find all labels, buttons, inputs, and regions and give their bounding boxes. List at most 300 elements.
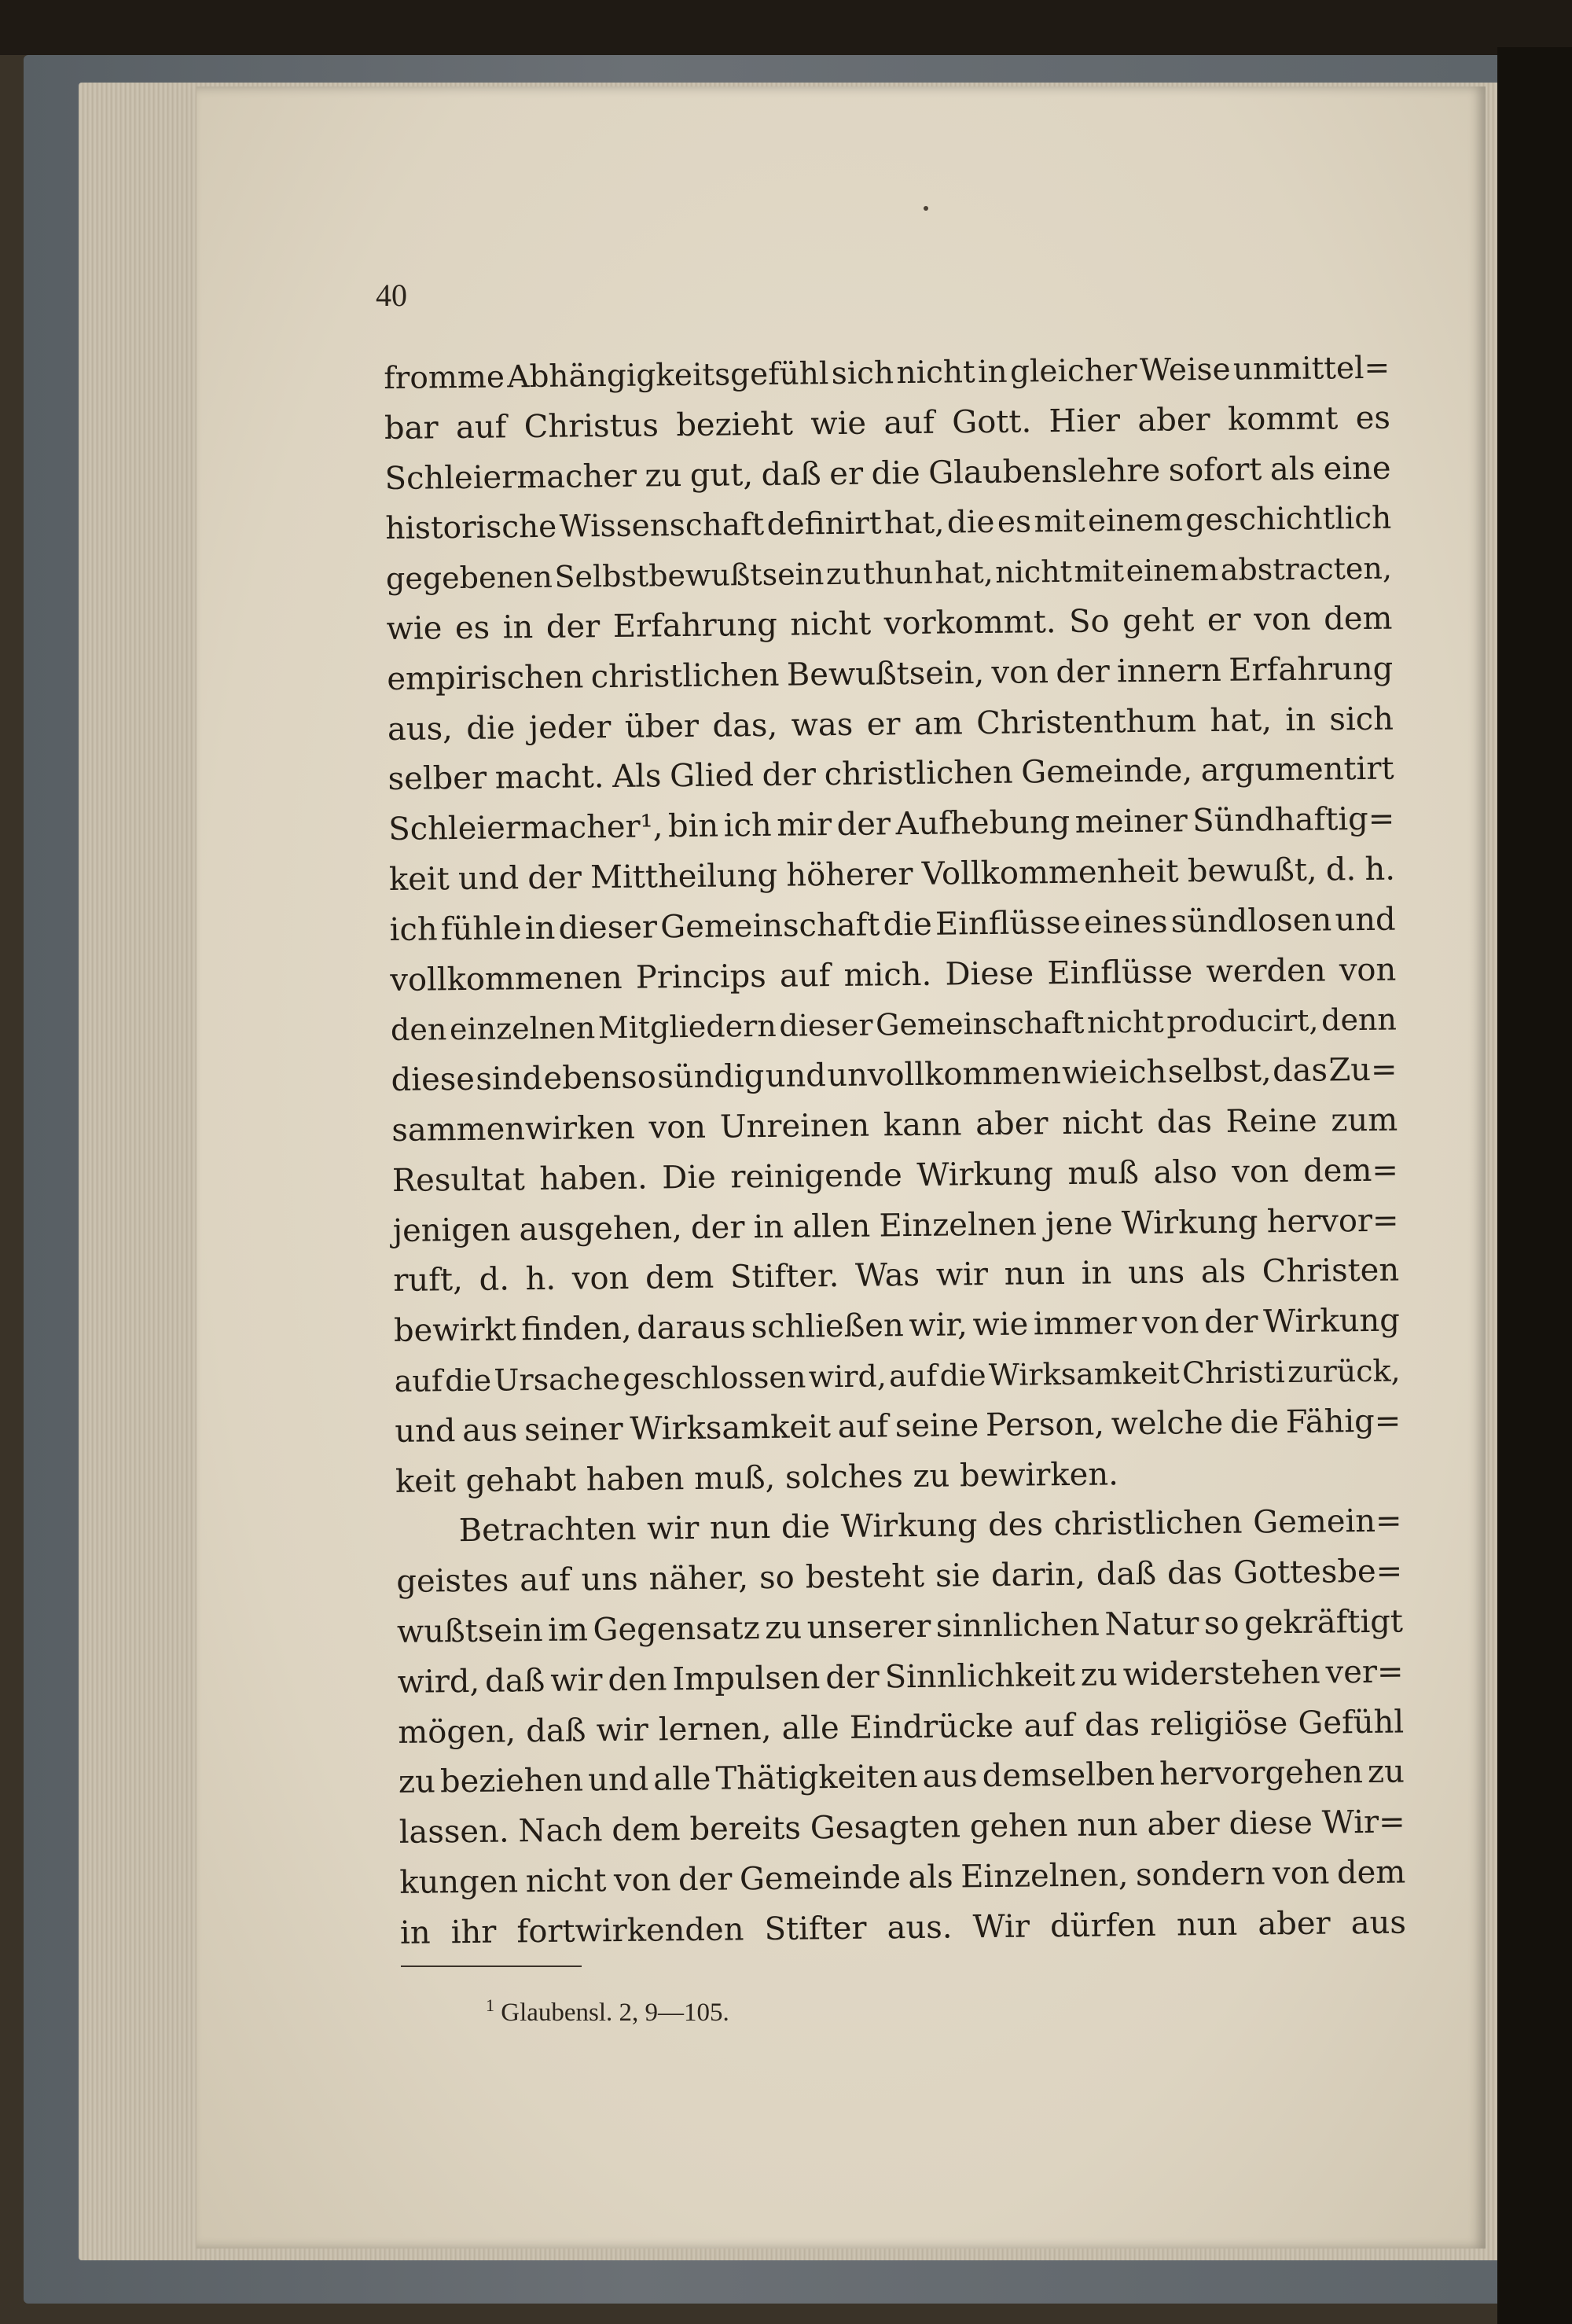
word: also — [1153, 1153, 1218, 1191]
word: Schleiermacher¹, — [388, 808, 663, 848]
word: kungen — [399, 1863, 519, 1901]
word: dieser — [779, 1007, 873, 1044]
word: sammenwirken — [391, 1109, 636, 1149]
word: jeder — [528, 708, 612, 746]
word: so — [1203, 1605, 1240, 1642]
word: und — [587, 1761, 649, 1799]
word: definirt — [766, 506, 882, 543]
word: denn — [1320, 1002, 1398, 1038]
word: Gesagten — [810, 1808, 961, 1847]
ink-speck — [924, 206, 928, 211]
word: Ursache — [494, 1361, 621, 1398]
word: besteht — [805, 1558, 925, 1596]
word: geschichtlich — [1185, 500, 1392, 539]
word: gekräftigt — [1243, 1603, 1404, 1642]
word: nicht — [790, 605, 872, 643]
word: wir, — [909, 1307, 968, 1344]
word: nicht — [896, 355, 975, 392]
word: von — [648, 1109, 707, 1146]
word: des — [987, 1506, 1044, 1544]
word: näher, — [648, 1560, 749, 1598]
word: das — [1166, 1555, 1223, 1592]
word: seiner — [523, 1410, 623, 1448]
word: auf — [888, 1358, 938, 1394]
word: auf — [779, 957, 831, 995]
word: uns — [581, 1561, 638, 1598]
word: widerstehen — [1122, 1654, 1320, 1693]
word: von — [571, 1260, 630, 1297]
word: thun — [862, 555, 933, 591]
word: Erfahrung — [612, 606, 778, 645]
word: argumentirt — [1200, 750, 1394, 789]
text-line — [386, 544, 1393, 605]
word: dem — [1324, 600, 1393, 638]
word: gehen — [969, 1807, 1068, 1845]
word: geht — [1122, 602, 1195, 640]
word: den — [390, 1012, 447, 1048]
word: Betrachten — [458, 1511, 637, 1550]
word: selber — [387, 760, 487, 798]
word: Bewußtsein, — [786, 654, 985, 693]
right-dark-margin — [1497, 47, 1572, 2324]
word: Gemeinde — [739, 1859, 902, 1898]
word: Als — [612, 758, 662, 796]
word: es — [454, 609, 490, 647]
word: Stifter — [764, 1910, 867, 1947]
word: unserer — [806, 1608, 931, 1646]
word: alle — [781, 1709, 839, 1747]
word: die — [444, 1362, 492, 1399]
word: sündlosen — [1170, 902, 1332, 940]
word: diese — [1229, 1804, 1313, 1842]
word: der — [527, 859, 582, 897]
word: aus — [1350, 1904, 1407, 1941]
word: christlichen — [1053, 1504, 1243, 1543]
word: Christus — [523, 407, 659, 445]
word: als — [1200, 1253, 1247, 1291]
word: und — [395, 1412, 456, 1450]
word: bewirkt — [393, 1311, 517, 1350]
word: unmittel= — [1232, 350, 1390, 388]
word: geistes — [396, 1562, 509, 1601]
word: Sündhaftig= — [1192, 800, 1395, 840]
word: innern — [1116, 652, 1222, 690]
word: er — [1207, 601, 1241, 639]
word: Wir — [972, 1908, 1030, 1945]
word: werden — [1206, 952, 1326, 990]
word: producirt, — [1166, 1002, 1319, 1039]
word: von — [1253, 601, 1311, 638]
word: darin, — [990, 1556, 1086, 1594]
word: die — [939, 1357, 986, 1393]
word: auf — [837, 1408, 889, 1445]
word: jenigen — [392, 1211, 511, 1249]
word: aber — [975, 1105, 1049, 1143]
word: sondern — [1135, 1855, 1265, 1893]
word: Wirkung — [840, 1507, 978, 1546]
word: lassen. — [399, 1813, 509, 1851]
word: das — [1156, 1103, 1213, 1141]
word: uns — [1127, 1254, 1185, 1292]
word: So — [1068, 603, 1110, 640]
word: Die — [662, 1159, 717, 1197]
word: er — [829, 455, 864, 492]
word: sinnlichen — [935, 1606, 1100, 1645]
word: religiöse — [1149, 1704, 1288, 1743]
word: daß — [484, 1662, 545, 1700]
word: historische — [385, 509, 557, 547]
word: fortwirkenden — [516, 1911, 744, 1951]
word: den — [608, 1661, 667, 1698]
word: Wissenschaft — [559, 507, 765, 546]
word: Stifter. — [729, 1258, 839, 1296]
word: haben. — [539, 1160, 648, 1197]
word: und — [1335, 901, 1396, 939]
word: sind — [476, 1061, 543, 1098]
word: das — [1084, 1706, 1140, 1744]
word: von — [1231, 1153, 1289, 1190]
word: nun — [1176, 1906, 1238, 1943]
word: ver= — [1325, 1653, 1404, 1691]
word: aus — [461, 1412, 518, 1449]
word: Gegensatz — [593, 1609, 760, 1649]
word: unvollkommen — [827, 1055, 1061, 1094]
word: in — [502, 609, 534, 646]
word: ich — [1118, 1054, 1167, 1091]
word: fühle — [440, 910, 522, 948]
word: sofort — [1168, 450, 1262, 489]
word: in — [524, 910, 556, 947]
word: mit — [1034, 504, 1085, 540]
word: dürfen — [1049, 1907, 1157, 1944]
word: hat, — [934, 555, 994, 590]
word: aber — [1258, 1905, 1331, 1943]
word: zu — [645, 457, 682, 495]
word: die — [871, 454, 920, 492]
word: eine — [1323, 450, 1391, 487]
word: dem — [1336, 1854, 1406, 1892]
word: ebenso — [543, 1059, 657, 1098]
word: nun — [709, 1509, 771, 1547]
word: daß — [761, 455, 821, 493]
word: dem= — [1302, 1152, 1399, 1190]
word: einem — [1087, 502, 1183, 540]
word: fromme — [384, 359, 505, 396]
word: demselben — [982, 1756, 1155, 1795]
word: Vollkommenheit — [921, 853, 1179, 892]
word: vorkommt. — [883, 604, 1056, 642]
word: bereits — [689, 1810, 802, 1848]
word: hervorgehen — [1159, 1754, 1364, 1793]
text-line — [395, 1396, 1401, 1457]
word: Resultat — [391, 1160, 526, 1199]
word: Einflüsse — [1047, 953, 1193, 991]
word: dem — [645, 1259, 714, 1296]
word: Abhängigkeitsgefühl — [507, 356, 829, 395]
word: aber — [1147, 1806, 1220, 1844]
word: nun — [1077, 1807, 1138, 1844]
word: von — [991, 653, 1049, 691]
word: sündig — [657, 1058, 765, 1096]
word: meiner — [1074, 803, 1188, 840]
word: im — [547, 1612, 589, 1649]
word: so — [758, 1559, 795, 1597]
word: Impulsen — [672, 1659, 821, 1697]
word: gegebenen — [385, 559, 553, 597]
word: wir — [935, 1256, 989, 1294]
word: hat, — [883, 505, 945, 542]
word: die — [466, 709, 516, 747]
text-line — [392, 1196, 1399, 1256]
word: selbst, — [1167, 1053, 1272, 1090]
word: h. — [525, 1261, 556, 1298]
word: nicht — [1062, 1104, 1144, 1142]
word: wie — [386, 610, 443, 647]
word: sich — [1329, 701, 1394, 738]
word: Gemeinschaft — [660, 906, 880, 946]
word: in — [1285, 701, 1317, 738]
word: der — [836, 806, 891, 844]
word: diese — [391, 1061, 476, 1099]
word: hervor= — [1266, 1202, 1399, 1240]
word: Eindrücke — [849, 1708, 1014, 1746]
word: aus. — [887, 1909, 953, 1947]
word: wird, — [808, 1359, 887, 1395]
word: Gefühl — [1298, 1704, 1405, 1741]
word: auf — [1023, 1707, 1075, 1745]
word: Mittheilung — [590, 857, 778, 896]
word: der — [1056, 653, 1110, 690]
word: Gottesbe= — [1232, 1553, 1403, 1591]
word: empirischen — [387, 659, 584, 697]
word: Hier — [1049, 402, 1121, 439]
word: in — [977, 354, 1008, 391]
word: ich — [389, 911, 438, 948]
word: von — [1339, 951, 1397, 988]
word: seine — [894, 1407, 979, 1444]
word: Gott. — [952, 403, 1032, 441]
word: Weise — [1139, 351, 1231, 388]
word: einem — [1126, 553, 1219, 589]
word: mir — [777, 807, 832, 844]
word: der — [545, 609, 601, 645]
word: Zu= — [1328, 1051, 1398, 1089]
word: Person, — [985, 1406, 1105, 1443]
word: aus, — [387, 710, 454, 748]
word: die — [946, 505, 995, 541]
word: muß — [1067, 1154, 1140, 1192]
word: als — [908, 1859, 953, 1896]
word: finden, — [521, 1310, 632, 1348]
word: auf — [394, 1363, 443, 1399]
word: auf — [519, 1561, 571, 1599]
word: wir — [596, 1712, 648, 1749]
word: Einzelnen — [879, 1205, 1038, 1245]
word: Einzelnen, — [960, 1857, 1129, 1896]
word: immer — [1033, 1305, 1137, 1343]
word: geschlossen — [623, 1359, 806, 1396]
word: dem — [612, 1811, 681, 1849]
word: die — [883, 906, 932, 943]
word: zu — [398, 1763, 436, 1801]
word: Fähig= — [1285, 1403, 1401, 1440]
word: hat, — [1210, 701, 1273, 739]
word: Wirkung — [1121, 1203, 1258, 1241]
word: d. — [1325, 851, 1357, 888]
word: die — [780, 1509, 831, 1546]
word: daß — [526, 1712, 586, 1749]
word: ausgehen, — [519, 1209, 683, 1248]
word: von — [1141, 1304, 1199, 1342]
word: am — [913, 704, 963, 742]
word: ich — [723, 807, 772, 844]
word: das, — [712, 707, 778, 745]
page-number: 40 — [376, 278, 407, 313]
word: Nach — [518, 1812, 603, 1850]
word: daß — [1096, 1555, 1157, 1593]
word: mögen, — [398, 1712, 516, 1751]
word: Gemein= — [1253, 1502, 1402, 1541]
word: Natur — [1104, 1605, 1199, 1643]
footnote — [486, 1995, 729, 2028]
word: zu — [765, 1609, 803, 1646]
word: von — [613, 1862, 671, 1899]
word: von — [1272, 1855, 1330, 1892]
word: Reine — [1225, 1102, 1317, 1140]
word: mich. — [843, 956, 932, 994]
word: in — [399, 1914, 431, 1951]
word: welche — [1111, 1404, 1224, 1443]
footnote-rule — [401, 1965, 582, 1967]
background-shadow — [0, 0, 1572, 55]
word: wie — [972, 1306, 1029, 1344]
word: h. — [1364, 851, 1396, 888]
word: Christenthum — [975, 702, 1197, 741]
body-text — [384, 344, 1406, 1959]
word: Wir= — [1321, 1804, 1405, 1841]
word: sich — [831, 355, 894, 392]
word: nicht — [525, 1863, 607, 1900]
word: reinigende — [730, 1156, 903, 1196]
word: der — [825, 1659, 880, 1696]
word: Sinnlichkeit — [884, 1657, 1076, 1696]
word: es — [997, 504, 1032, 541]
word: Was — [854, 1257, 920, 1295]
word: höherer — [786, 855, 913, 894]
word: auf — [883, 404, 935, 442]
word: jene — [1045, 1204, 1113, 1242]
word: Glaubenslehre — [927, 452, 1161, 491]
word: wie — [810, 405, 867, 443]
word: und — [457, 860, 520, 898]
word: daraus — [637, 1309, 747, 1347]
text-line — [400, 1898, 1407, 1958]
word: Mitgliedern — [597, 1009, 777, 1046]
word: wir — [646, 1510, 700, 1547]
word: beziehen — [439, 1762, 584, 1800]
word: Wirkung — [1262, 1302, 1401, 1340]
word: aber — [1137, 401, 1210, 439]
word: gut, — [689, 456, 754, 494]
word: das — [1272, 1052, 1328, 1090]
word: nicht — [995, 554, 1073, 590]
word: wird, — [397, 1663, 480, 1701]
word: kann — [883, 1106, 962, 1144]
word: Aufhebung — [895, 804, 1071, 843]
word: vollkommenen — [390, 959, 623, 998]
word: abstracten, — [1220, 550, 1393, 588]
word: in — [1081, 1255, 1112, 1293]
word: Gemeinde, — [1021, 752, 1193, 791]
word: nicht — [1086, 1005, 1164, 1041]
text-line — [399, 1848, 1406, 1908]
word: ruft, — [393, 1262, 464, 1300]
word: sie — [935, 1557, 981, 1594]
word: Diese — [945, 954, 1034, 993]
word: Einflüsse — [935, 904, 1082, 943]
word: mit — [1074, 553, 1125, 590]
word: wie — [1061, 1054, 1118, 1092]
word: aus — [922, 1758, 978, 1796]
word: gleicher — [1009, 352, 1137, 390]
word: eines — [1083, 903, 1168, 941]
word: Wirkung — [916, 1155, 1054, 1193]
word: lernen, — [658, 1710, 772, 1748]
word: als — [1269, 450, 1316, 487]
word: zurück, — [1287, 1353, 1401, 1389]
word: bar — [384, 410, 439, 447]
word: d. — [479, 1261, 510, 1299]
footnote-text: Glaubensl. 2, 9—105. — [501, 1999, 729, 2027]
word: und — [765, 1057, 827, 1095]
word: wußtsein — [396, 1612, 543, 1650]
word: kommt — [1227, 400, 1339, 438]
word: Wirksamkeit — [630, 1408, 832, 1447]
word: christlichen — [590, 656, 780, 696]
word: ihr — [450, 1914, 497, 1951]
word: Thätigkeiten — [715, 1759, 918, 1797]
word: Gemeinschaft — [875, 1006, 1085, 1042]
word: Schleiermacher — [384, 458, 637, 497]
word: bewußt, — [1187, 851, 1317, 890]
word: macht. — [494, 759, 604, 796]
word: der — [678, 1861, 733, 1899]
word: er — [866, 705, 901, 743]
word: Wirksamkeit — [988, 1355, 1180, 1392]
word: in — [753, 1208, 784, 1245]
word: bin — [667, 807, 719, 845]
word: wir — [550, 1661, 603, 1699]
text-line: keit gehabt haben muß, solches zu bewirken. — [395, 1455, 1119, 1500]
word: einzelnen — [449, 1010, 596, 1047]
word: die — [1229, 1403, 1280, 1441]
word: bezieht — [676, 406, 794, 443]
word: der — [1203, 1304, 1258, 1341]
word: was — [791, 706, 854, 744]
word: nun — [1004, 1256, 1066, 1293]
word: Unreinen — [719, 1107, 870, 1145]
word: Glied — [669, 757, 755, 795]
word: keit — [388, 861, 450, 898]
word: alle — [653, 1761, 711, 1798]
word: auf — [455, 409, 507, 446]
footnote-marker: 1 — [486, 1995, 494, 2015]
word: Christen — [1262, 1252, 1400, 1290]
word: christlichen — [824, 755, 1013, 793]
word: zum — [1331, 1101, 1398, 1139]
word: der — [690, 1208, 745, 1246]
word: Christi — [1181, 1355, 1286, 1391]
